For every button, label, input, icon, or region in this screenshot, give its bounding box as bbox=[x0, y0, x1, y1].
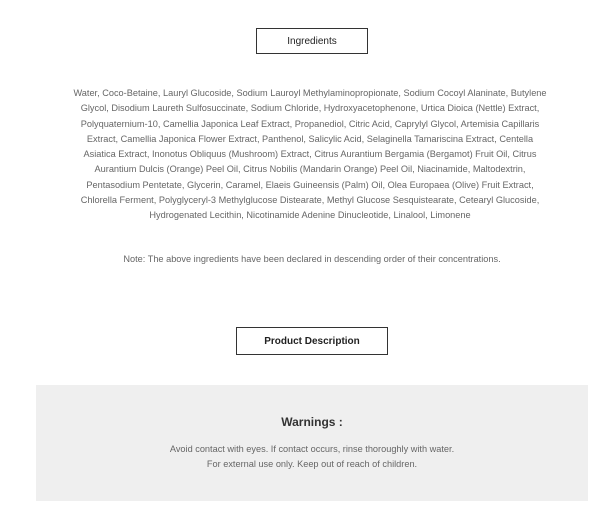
ingredients-note: Note: The above ingredients have been declared in descending order of their concentrations. bbox=[123, 254, 501, 264]
warning-external-use: For external use only. Keep out of reach of children. bbox=[206, 459, 418, 469]
ingredients-list: Water, Coco-Betaine, Lauryl Glucoside, Sodium Lauroyl Methylaminopropionate, Sodium Cocoyl Alaninate, Butylene Glycol, Disodium Laureth Sulfosuccinate, Sodium Chloride, Hydroxyacetophenone, Urtica Dioica (Nettle) Extract, Polyquaternium-10, Camellia Japonica Leaf Extract, Propanediol, Citric Acid, Caprylyl Glycol, Artemisia Capillaris Extract, Camellia Japonica Flower Extract, Panthenol, Salicylic Acid, Selaginella Tamariscina Extract, Centella Asiatica Extract, Inonotus Obliquus (Mushroom) Extract, Citrus Aurantium Bergamia (Bergamot) Fruit Oil, Citrus Aurantium Dulcis (Orange) Peel Oil, Citrus Nobilis (Mandarin Orange) Peel Oil, Niacinamide, Maltodextrin, Pentasodium Pentetate, Glycerin, Caramel, Elaeis Guineensis (Palm) Oil, Olea Europaea (Olive) Fruit Extract, Chlorella Ferment, Polyglyceryl-3 Methylglucose Distearate, Methyl Glucose Sesquistearate, Cetearyl Glucoside, Hydrogenated Lecithin, Nicotinamide Adenine Dinucleotide, Linalool, Limonene bbox=[73, 88, 547, 221]
warnings-title: Warnings : bbox=[281, 415, 343, 429]
warning-eye-contact: Avoid contact with eyes. If contact occurs, rinse thoroughly with water. bbox=[169, 444, 455, 454]
ingredients-button[interactable]: Ingredients bbox=[256, 28, 368, 54]
product-description-button[interactable]: Product Description bbox=[236, 327, 388, 355]
warnings-panel bbox=[36, 385, 588, 501]
